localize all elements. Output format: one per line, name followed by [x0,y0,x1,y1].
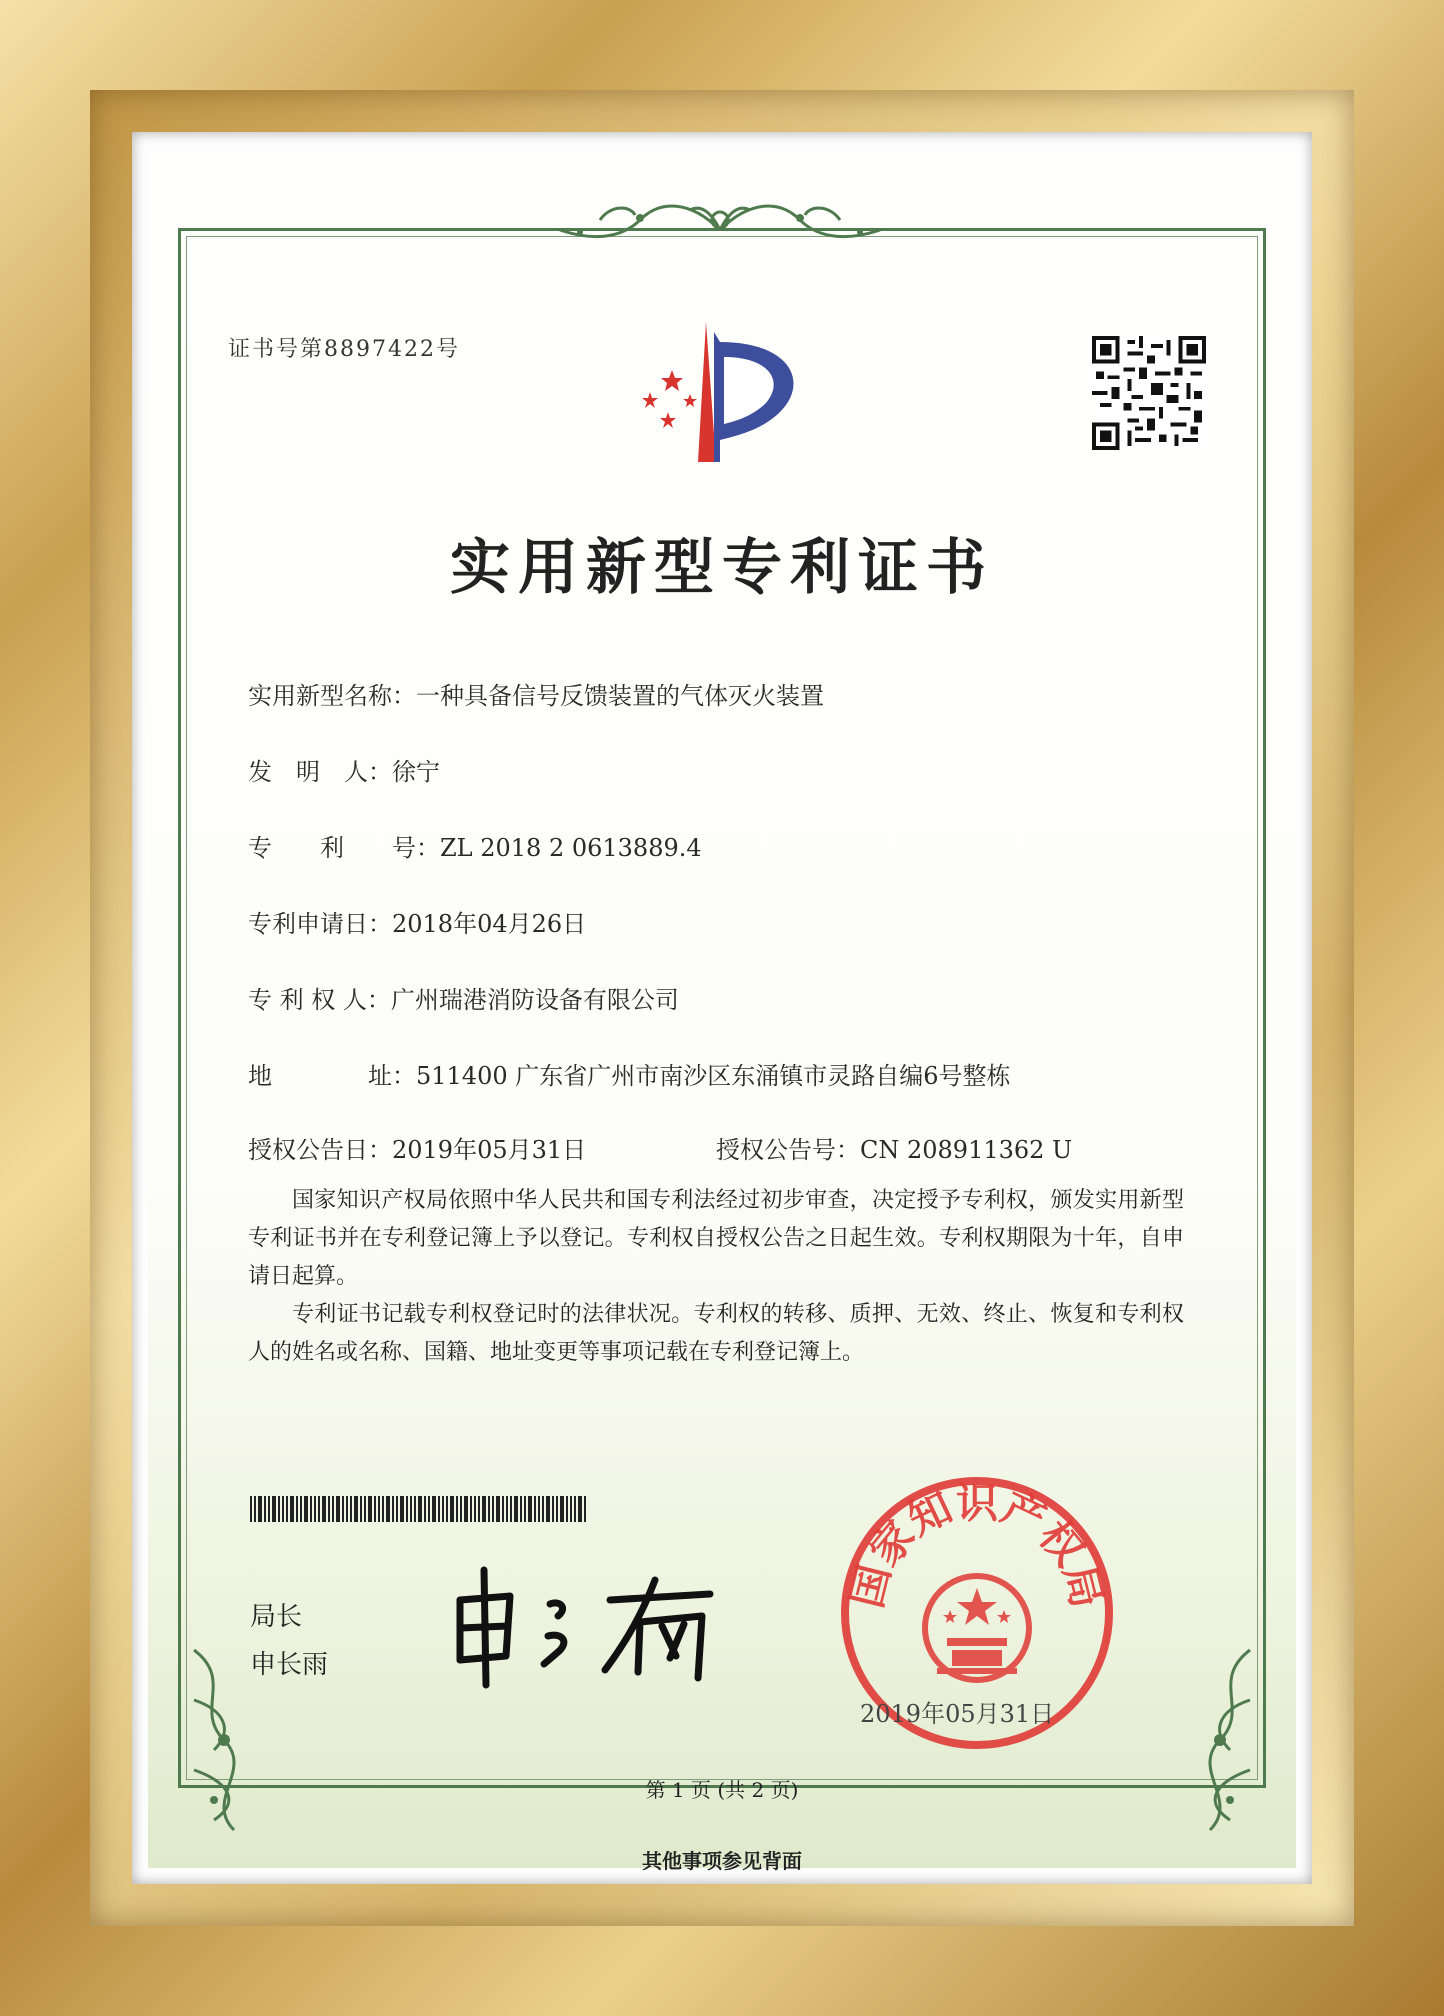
field-inventor-label: 发 明 人： [248,758,392,786]
field-name-value: 一种具备信号反馈装置的气体灭火装置 [416,682,824,710]
seal-text: 国家知识产权局 [841,1478,1113,1613]
field-address-label: 地 址： [248,1062,416,1090]
field-grant-number [716,1130,1072,1165]
field-patentee-label: 专 利 权 人： [248,986,391,1014]
field-patentee-value: 广州瑞港消防设备有限公司 [390,986,679,1014]
director-title: 局长 [250,1602,303,1632]
body-paragraph-1: 国家知识产权局依照中华人民共和国专利法经过初步审查，决定授予专利权，颁发实用新型专利证书并在专利登记簿上予以登记。专利权自授权公告之日起生效。专利权期限为十年，自申请日起算。 [248,1188,1184,1289]
page-number: 第 1 页 (共 2 页) [645,1778,799,1802]
field-name-label: 实用新型名称： [248,682,416,710]
field-patent-number-value: ZL 2018 2 0613889.4 [440,834,702,862]
field-grant-date [248,1130,586,1165]
field-grant-number-label: 授权公告号： [716,1136,860,1164]
body-paragraph-2: 专利证书记载专利权登记时的法律状况。专利权的转移、质押、无效、终止、恢复和专利权人的姓名或名称、国籍、地址变更等事项记载在专利登记簿上。 [248,1302,1184,1365]
field-patent-number [248,828,702,863]
director-signature-icon [440,1560,740,1690]
certificate-title: 实用新型专利证书 [450,533,994,603]
top-ornament-icon [540,190,900,260]
field-grant-date-value: 2019年05月31日 [392,1136,587,1164]
field-patent-number-label: 专 利 号： [248,834,440,862]
field-patentee [248,980,679,1015]
field-inventor-value: 徐宁 [392,758,440,786]
field-apply-date-label: 专利申请日： [248,910,392,938]
field-grant-date-label: 授权公告日： [248,1136,392,1164]
field-grant-number-value: CN 208911362 U [860,1136,1073,1164]
patent-office-emblem-icon [620,312,810,472]
field-name [248,676,824,711]
field-inventor [248,752,440,787]
field-address [248,1056,1011,1091]
certificate-number: 证书号第8897422号 [228,337,460,362]
barcode-icon [250,1496,586,1522]
corner-ornament-right-icon [1160,1640,1270,1840]
field-apply-date-value: 2018年04月26日 [392,910,587,938]
seal-date: 2019年05月31日 [860,1700,1055,1728]
director-name: 申长雨 [250,1650,329,1680]
field-address-value: 511400 广东省广州市南沙区东涌镇市灵路自编6号整栋 [416,1062,1011,1090]
field-apply-date [248,904,586,939]
back-note: 其他事项参见背面 [642,1849,802,1873]
qr-code-icon [1092,334,1206,452]
